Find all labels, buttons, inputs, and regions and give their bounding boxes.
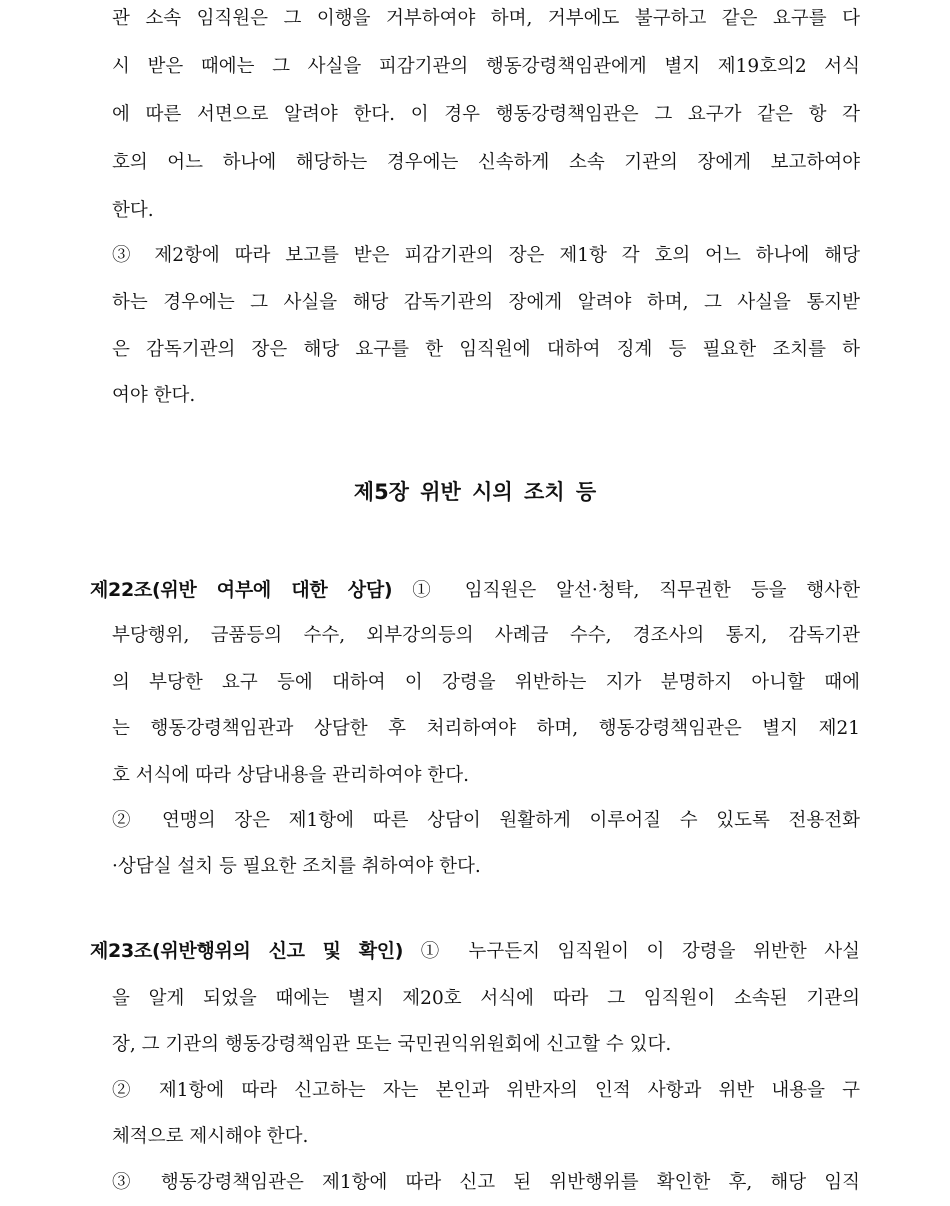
paragraph-line: ② 연맹의 장은 제1항에 따른 상담이 원활하게 이루어질 수 있도록 전용전화 xyxy=(112,810,860,831)
paragraph-line: 체적으로 제시해야 한다. xyxy=(112,1126,309,1147)
paragraph-line: 호 서식에 따라 상담내용을 관리하여야 한다. xyxy=(112,765,469,786)
paragraph-line: 한다. xyxy=(112,200,154,221)
chapter-title: 제5장 위반 시의 조치 등 xyxy=(353,480,597,504)
paragraph-line: 관 소속 임직원은 그 이행을 거부하여야 하며, 거부에도 불구하고 같은 요구를 다 xyxy=(112,8,860,29)
paragraph-line: ③ 행동강령책임관은 제1항에 따라 신고 된 위반행위를 확인한 후, 해당 임직 xyxy=(112,1172,860,1193)
paragraph-line: 은 감독기관의 장은 해당 요구를 한 임직원에 대하여 징계 등 필요한 조치를 하 xyxy=(112,339,860,360)
paragraph-line: 을 알게 되었을 때에는 별지 제20호 서식에 따라 그 임직원이 소속된 기관의 xyxy=(112,988,860,1009)
paragraph-line: ③ 제2항에 따라 보고를 받은 피감기관의 장은 제1항 각 호의 어느 하나에 해당 xyxy=(112,245,860,266)
article-text: ① 임직원은 알선·청탁, 직무권한 등을 행사한 xyxy=(392,580,860,601)
paragraph-line: 시 받은 때에는 그 사실을 피감기관의 행동강령책임관에게 별지 제19호의2 서식 xyxy=(112,56,860,77)
paragraph-line: 의 부당한 요구 등에 대하여 이 강령을 위반하는 지가 분명하지 아니할 때에 xyxy=(112,672,860,693)
paragraph-line: 에 따른 서면으로 알려야 한다. 이 경우 행동강령책임관은 그 요구가 같은 항 각 xyxy=(112,104,860,125)
article-23-heading-line xyxy=(90,938,860,965)
article-22-heading-line xyxy=(90,577,860,604)
paragraph-line: ② 제1항에 따라 신고하는 자는 본인과 위반자의 인적 사항과 위반 내용을 구 xyxy=(112,1080,860,1101)
article-title: 제22조(위반 여부에 대한 상담) xyxy=(90,579,393,601)
article-title: 제23조(위반행위의 신고 및 확인) xyxy=(90,940,404,962)
paragraph-line: 여야 한다. xyxy=(112,385,196,406)
paragraph-line: ·상담실 설치 등 필요한 조치를 취하여야 한다. xyxy=(112,856,481,877)
article-text: ① 누구든지 임직원이 이 강령을 위반한 사실 xyxy=(403,941,860,962)
paragraph-line: 호의 어느 하나에 해당하는 경우에는 신속하게 소속 기관의 장에게 보고하여야 xyxy=(112,152,860,173)
paragraph-line: 는 행동강령책임관과 상담한 후 처리하여야 하며, 행동강령책임관은 별지 제21 xyxy=(112,718,860,739)
paragraph-line: 장, 그 기관의 행동강령책임관 또는 국민권익위원회에 신고할 수 있다. xyxy=(112,1034,672,1055)
paragraph-line: 하는 경우에는 그 사실을 해당 감독기관의 장에게 알려야 하며, 그 사실을 통지받 xyxy=(112,292,860,313)
paragraph-line: 부당행위, 금품등의 수수, 외부강의등의 사례금 수수, 경조사의 통지, 감독기관 xyxy=(112,625,860,646)
